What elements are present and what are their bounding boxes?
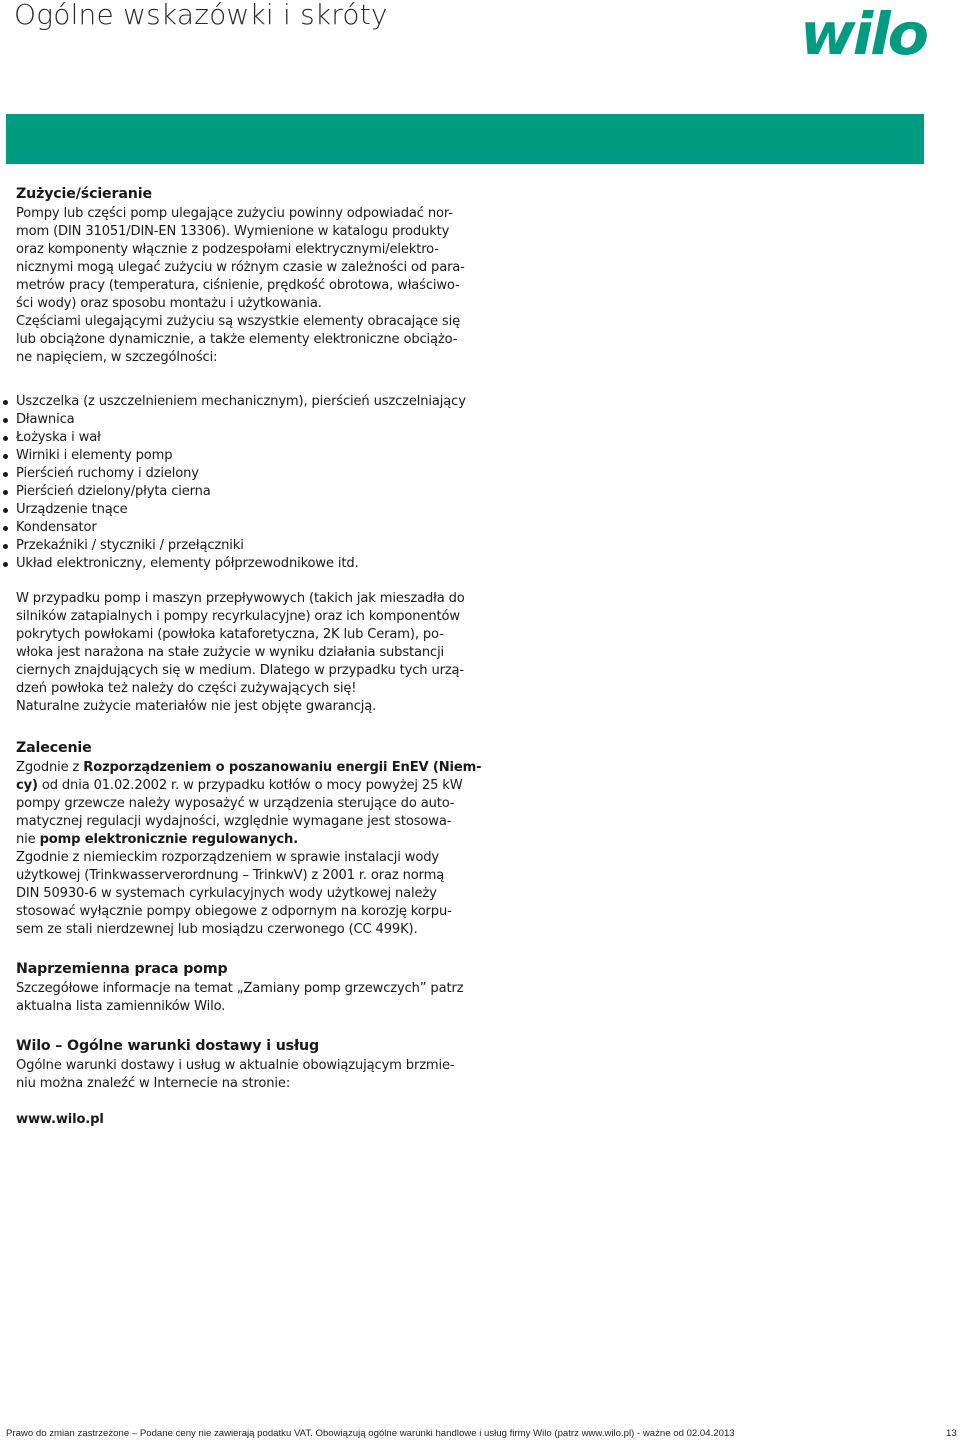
page-title: Ogólne wskazówki i skróty (14, 0, 388, 31)
list-item: Układ elektroniczny, elementy półprzewodnikowe itd. (0, 555, 440, 573)
text-line: metrów pracy (temperatura, ciśnienie, prędkość obrotowa, właściwo- (16, 278, 460, 293)
svg-text:wilo: wilo (800, 8, 928, 60)
text-line: pompy grzewcze należy wyposażyć w urządzenia sterujące do auto- (16, 796, 455, 811)
text-line: dzeń powłoka też należy do części zużywających się! (16, 681, 357, 696)
terms-paragraph (16, 1057, 456, 1093)
text-line: lub obciążone dynamicznie, a także elementy elektroniczne obciążo- (16, 332, 458, 347)
text-line: pokrytych powłokami (powłoka kataforetyczna, 2K lub Ceram), po- (16, 627, 444, 642)
section-heading-alternating-operation: Naprzemienna praca pomp (16, 961, 228, 977)
text-line: Pompy lub części pomp ulegające zużyciu powinny odpowiadać nor- (16, 206, 453, 221)
main-content (16, 184, 482, 1129)
text-line: sem ze stali nierdzewnej lub mosiądzu czerwonego (CC 499K). (16, 922, 418, 937)
text-line: niu można znaleźć w Internecie na stronie: (16, 1076, 291, 1091)
text-line: Zgodnie z Rozporządzeniem o poszanowaniu energii EnEV (Niem- (16, 760, 482, 775)
list-item: Uszczelka (z uszczelnieniem mechanicznym), pierścień uszczelniający (0, 393, 440, 411)
list-item: Łożyska i wał (0, 429, 440, 447)
text-line: DIN 50930-6 w systemach cyrkulacyjnych wody użytkowej należy (16, 886, 437, 901)
wear-paragraph-1 (16, 205, 465, 313)
list-item: Wirniki i elementy pomp (0, 447, 440, 465)
section-heading-recommendation: Zalecenie (16, 740, 92, 756)
wear-parts-list (0, 393, 466, 573)
bullet-icon (3, 526, 8, 531)
text-line: ciernych znajdujących się w medium. Dlatego w przypadku tych urzą- (16, 663, 464, 678)
text-line: cy) od dnia 01.02.2002 r. w przypadku kotłów o mocy powyżej 25 kW (16, 778, 463, 793)
list-item: Pierścień dzielony/płyta cierna (0, 483, 440, 501)
text-line: Zgodnie z niemieckim rozporządzeniem w sprawie instalacji wody (16, 850, 439, 865)
text-line: stosować wyłącznie pompy obiegowe z odpornym na korozję korpu- (16, 904, 452, 919)
bullet-icon (3, 562, 8, 567)
page-number: 13 (946, 1428, 957, 1439)
text-line: włoka jest narażona na stałe zużycie w wyniku działania substancji (16, 645, 445, 660)
alternating-paragraph (16, 980, 464, 1016)
wear-paragraph-2 (16, 313, 460, 367)
text-line: użytkowej (Trinkwasserverordnung – TrinkwV) z 2001 r. oraz normą (16, 868, 445, 883)
text-line: Częściami ulegającymi zużyciu są wszystkie elementy obracające się (16, 314, 460, 329)
section-heading-wear: Zużycie/ścieranie (16, 186, 152, 202)
website-link[interactable]: www.wilo.pl (16, 1112, 104, 1127)
bullet-icon (3, 418, 8, 423)
text-line: ne napięciem, w szczególności: (16, 350, 218, 365)
bullet-icon (3, 490, 8, 495)
bullet-icon (3, 400, 8, 405)
bullet-icon (3, 454, 8, 459)
wilo-logo (800, 8, 930, 60)
bullet-icon (3, 508, 8, 513)
list-item: Dławnica (0, 411, 440, 429)
recommendation-paragraph (16, 759, 482, 939)
bullet-icon (3, 544, 8, 549)
section-heading-terms: Wilo – Ogólne warunki dostawy i usług (16, 1038, 320, 1054)
text-line: aktualna lista zamienników Wilo. (16, 999, 226, 1014)
list-item: Kondensator (0, 519, 440, 537)
text-line: W przypadku pomp i maszyn przepływowych (takich jak mieszadła do (16, 591, 465, 606)
list-item: Urządzenie tnące (0, 501, 440, 519)
list-item: Przekaźniki / styczniki / przełączniki (0, 537, 440, 555)
text-line: silników zatapialnych i pompy recyrkulacyjne) oraz ich komponentów (16, 609, 460, 624)
text-line: nicznymi mogą ulegać zużyciu w różnym czasie w zależności od para- (16, 260, 465, 275)
bullet-icon (3, 472, 8, 477)
bullet-icon (3, 436, 8, 441)
text-line: oraz komponenty włącznie z podzespołami elektrycznymi/elektro- (16, 242, 439, 257)
text-line: mom (DIN 31051/DIN-EN 13306). Wymienione w katalogu produkty (16, 224, 450, 239)
text-line: ści wody) oraz sposobu montażu i użytkowania. (16, 296, 322, 311)
list-item: Pierścień ruchomy i dzielony (0, 465, 440, 483)
text-line: nie pomp elektronicznie regulowanych. (16, 832, 299, 847)
text-line: Naturalne zużycie materiałów nie jest objęte gwarancją. (16, 699, 377, 714)
text-line: Ogólne warunki dostawy i usług w aktualnie obowiązującym brzmie- (16, 1058, 455, 1073)
text-line: matycznej regulacji wydajności, względnie wymagane jest stosowa- (16, 814, 452, 829)
footer-disclaimer: Prawo do zmian zastrzeżone – Podane ceny nie zawierają podatku VAT. Obowiązują ogólne warunki handlowe i usług firmy Wilo (patrz www.wilo.pl) - ważne od 02.04.2013 (6, 1428, 735, 1439)
header-band (6, 114, 924, 164)
text-line: Szczegółowe informacje na temat „Zamiany pomp grzewczych” patrz (16, 981, 464, 996)
wear-paragraph-3 (16, 590, 465, 716)
